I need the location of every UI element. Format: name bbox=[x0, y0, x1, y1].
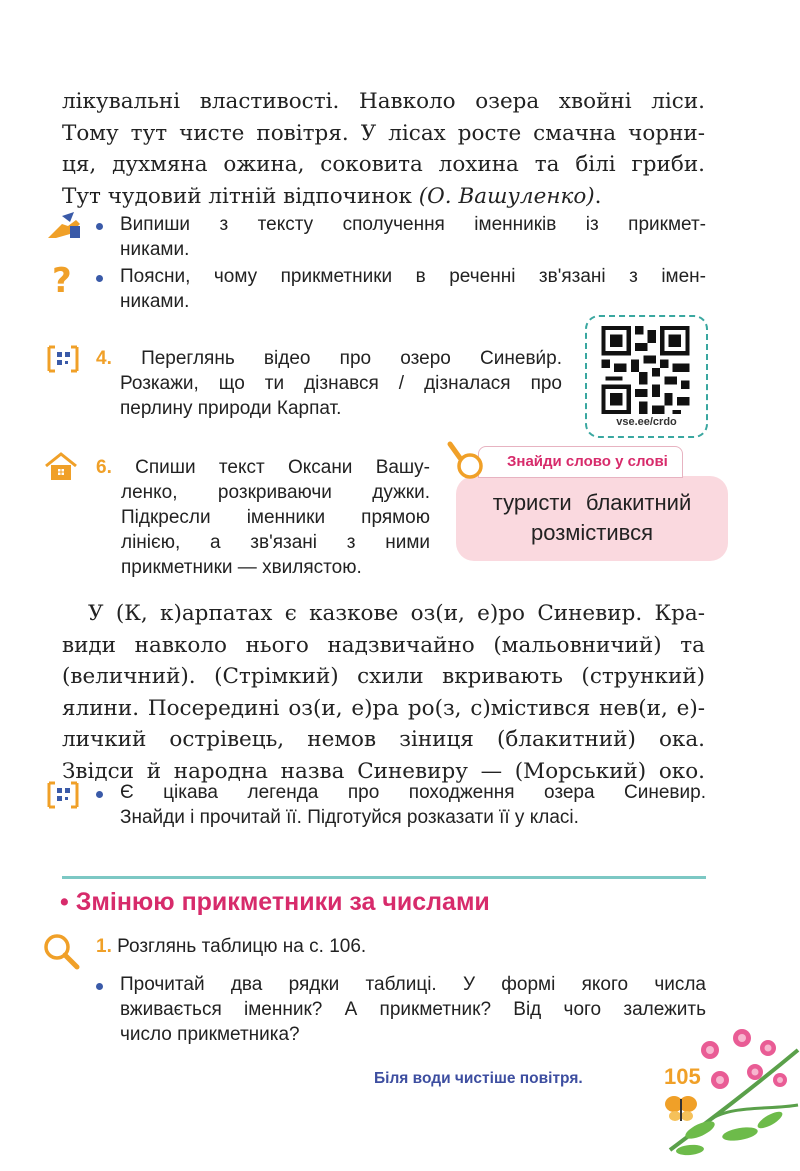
text-line: лікувальні властивості. Навколо озера хвойні ліси. bbox=[62, 89, 705, 114]
word-game-line: розмістився bbox=[530, 520, 654, 545]
butterfly-icon bbox=[664, 1094, 698, 1124]
task-line: лінією, а зв'язані з ними bbox=[121, 532, 430, 553]
task-1-sub bbox=[120, 972, 706, 1047]
section-divider bbox=[62, 876, 706, 879]
home-icon bbox=[44, 452, 78, 482]
text-line-content: Тут чудовий літній відпочинок bbox=[62, 183, 412, 209]
task-text: Спиши текст Оксани Вашу- bbox=[135, 457, 431, 478]
qr-device-icon bbox=[46, 344, 80, 374]
text-line: Звідси й народна назва Синевиру — (Морський) око. bbox=[62, 758, 705, 784]
text-line: (величний). (Стрімкий) схили вкривають (стрункий) bbox=[62, 664, 705, 689]
task-line: Поясни, чому прикметники в реченні зв'язані з імен- bbox=[120, 266, 706, 287]
text-line: У (К, к)арпатах є казкове оз(и, е)ро Синевир. Кра- bbox=[88, 601, 705, 626]
bullet bbox=[96, 275, 103, 282]
task-line: Випиши з тексту сполучення іменників із прикмет- bbox=[120, 214, 706, 235]
task-line: число прикметника? bbox=[120, 1024, 300, 1045]
section-title bbox=[60, 888, 490, 917]
text-end: . bbox=[594, 183, 602, 209]
task-legend bbox=[120, 780, 706, 830]
magnifier-icon bbox=[42, 932, 82, 972]
text-line: личкий острівець, немов зіниця (блакитний) ока. bbox=[62, 727, 705, 752]
task-number: 1. bbox=[96, 936, 112, 957]
word-game-words bbox=[456, 488, 728, 548]
task-line: никами. bbox=[120, 239, 190, 260]
qr-code[interactable] bbox=[598, 326, 693, 414]
text-line: ялини. Посередині оз(и, е)ра ро(з, с)містився нев(и, е)- bbox=[62, 695, 705, 721]
task-line: Підкресли іменники прямою bbox=[121, 507, 430, 528]
task-line: никами. bbox=[120, 291, 190, 312]
task-write-out bbox=[120, 212, 706, 262]
task-explain bbox=[120, 264, 706, 314]
author-name: (О. Вашуленко) bbox=[418, 183, 595, 209]
section-bullet: • bbox=[60, 888, 69, 916]
page-number: 105 bbox=[664, 1064, 701, 1089]
task-text: Переглянь відео про озеро Синеви́р. bbox=[141, 348, 562, 369]
task-line: Є цікава легенда про походження озера Синевир. bbox=[120, 782, 706, 803]
word-game-line: туристи блакитний bbox=[492, 490, 692, 515]
task-number: 6. bbox=[96, 457, 112, 478]
task-1 bbox=[96, 934, 366, 959]
section-title-text: Змінюю прикметники за числами bbox=[75, 888, 490, 916]
task-text: Розглянь таблицю на с. 106. bbox=[117, 936, 367, 957]
task-line: вживається іменник? А прикметник? Від чого залежить bbox=[120, 999, 706, 1020]
task-6-line bbox=[96, 455, 430, 480]
magnifier-icon bbox=[444, 440, 486, 482]
task-line: прикметники — хвилястою. bbox=[121, 557, 362, 578]
word-game-tag: Знайди слово у слові bbox=[478, 446, 683, 478]
task-line: перлину природи Карпат. bbox=[120, 398, 342, 419]
flower-decoration bbox=[650, 1010, 800, 1160]
question-icon bbox=[52, 262, 76, 298]
task-6 bbox=[96, 455, 430, 580]
reading-text-exercise bbox=[62, 598, 705, 787]
text-line: Тому тут чисте повітря. У лісах росте смачна чорни- bbox=[62, 120, 705, 146]
task-line: Знайди і прочитай її. Підготуйся розказати її у класі. bbox=[120, 807, 579, 828]
task-number: 4. bbox=[96, 348, 112, 369]
reading-text-top bbox=[62, 86, 705, 212]
bullet bbox=[96, 791, 103, 798]
task-4 bbox=[96, 346, 562, 421]
text-line-last bbox=[62, 181, 705, 213]
task-4-line bbox=[96, 346, 562, 371]
footer-caption: Біля води чистіше повітря. bbox=[374, 1070, 583, 1087]
task-line: Розкажи, що ти дізнався / дізналася про bbox=[120, 373, 562, 394]
qr-caption[interactable]: vse.ee/crdo bbox=[616, 416, 677, 428]
bullet bbox=[96, 983, 103, 990]
qr-code-card[interactable] bbox=[585, 315, 708, 438]
text-line: види навколо нього надзвичайно (мальовничий) та bbox=[62, 632, 705, 658]
qr-device-icon bbox=[46, 780, 80, 810]
task-line: ленко, розкриваючи дужки. bbox=[121, 482, 430, 503]
pencil-hand-icon bbox=[46, 212, 82, 240]
task-line: Прочитай два рядки таблиці. У формі якого числа bbox=[120, 974, 706, 995]
svg-text:?: ? bbox=[52, 262, 72, 298]
text-line: ця, духмяна ожина, соковита лохина та білі гриби. bbox=[62, 152, 705, 177]
bullet bbox=[96, 223, 103, 230]
word-game-card bbox=[456, 476, 728, 561]
